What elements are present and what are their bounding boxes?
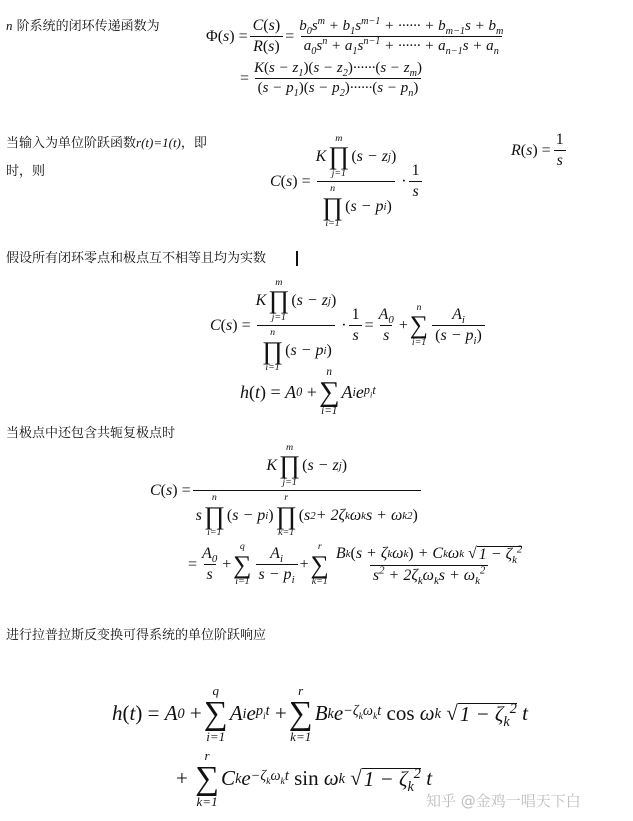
unit-step-text <box>6 135 207 153</box>
then-text: 时，则 <box>6 164 46 179</box>
step-response-laplace: C ( s ) = K m ∏ j=1 ( s − z j ) n ∏ i=1 ( s − p i ) · $\frac{1}{s}$ <box>270 134 425 229</box>
complex-pole-laplace: C ( s ) = K m ∏ j=1 ( s − z j ) s n ∏ i=1 ( s − p i ) r ∏ k=1 ( s 2 + 2ζ k ω k s + ω k 2 ) = $\frac{A_0}{s}$ + q ∑ i=1 $\frac{A_i}{s - p_i}$ + r ∑ k=1 B k ( s + ζ k ω k ) + C k ω k √ $1 - \zeta_k^2$ $s^2 + 2\zeta_k\omega_ks + \omega_k^2$ <box>150 442 523 587</box>
zhihu-logo: 知乎 <box>426 792 457 810</box>
closed-loop-transfer-function: Φ ( s ) = $\frac{C(s)}{R(s)}$ = $\frac{b_0s^m + b_1s^{m-1} + \cdot\cdot\cdot\cdot\cdot\cdot + b_{m-1}s + b_m}{a_0s^n + a_1s^{n-1} + \cdot\cdot\cdot\cdot\cdot\cdot + a_{n-1}s + a_n}$ = $\frac{K(s - z_1)(s - z_2)\cdot\cdot\cdot\cdot\cdot\cdot(s - z_m)}{(s - p_1)(s - p_2)\cdot\cdot\cdot\cdot\cdot\cdot(s - p_n)}$ <box>206 16 504 99</box>
assumption-text: 假设所有闭环零点和极点互不相等且均为实数 <box>6 251 267 266</box>
unit-step-equation: r(t)=1(t) <box>136 135 181 150</box>
unit-step-label: 当输入为单位阶跃函数 <box>6 136 137 151</box>
watermark <box>426 790 581 811</box>
complex-poles-text: 当极点中还包含共轭复极点时 <box>6 426 176 441</box>
partial-fraction-expansion: C ( s ) = K m ∏ j=1 ( s − z j ) n ∏ i=1 ( s − p i ) · $\frac{1}{s}$ = $\frac{A_0}{s}$ + n ∑ i=1 $\frac{A_i}{(s - p_i)}$ <box>210 278 487 373</box>
author-handle: @金鸡一唱天下白 <box>460 792 581 810</box>
intro-label: 阶系统的闭环传递函数为 <box>16 19 160 34</box>
intro-variable: n <box>6 18 13 33</box>
complex-pole-step-response: h ( t ) = A 0 + q ∑ i=1 A i e $p_it$ + r ∑ k=1 B k e $-\zeta_k\omega_kt$ cos ω k √ $1 - \zeta_k^2$ t + r ∑ k=1 C k e $-\zeta_k\omega_kt$ sin ω k √ $1 - \zeta_k^2$ t <box>112 683 528 809</box>
real-pole-step-response: h ( t ) = A 0 + n ∑ i=1 A i e $p_it$ <box>240 366 376 418</box>
intro-text <box>6 18 160 36</box>
laplace-inverse-text: 进行拉普拉斯反变换可得系统的单位阶跃响应 <box>6 628 267 643</box>
unit-step-input-laplace: R ( s ) = $\frac{1}{s}$ <box>511 132 569 169</box>
unit-step-suffix: ，即 <box>180 136 207 151</box>
text-cursor <box>296 251 298 266</box>
